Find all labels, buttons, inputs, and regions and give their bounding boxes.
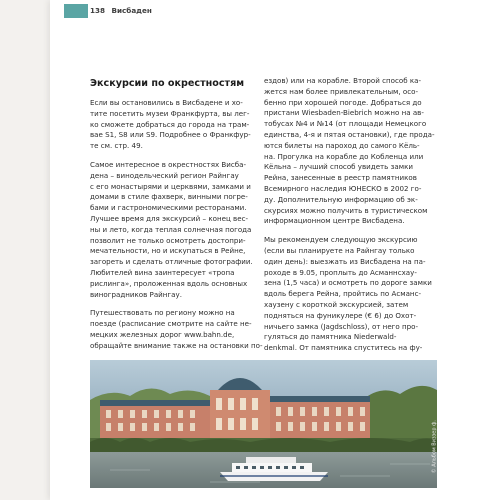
biebrich-palace-photo [90,360,437,488]
palace-center [210,390,270,438]
right-column [264,76,438,362]
tree-line-right [360,386,437,442]
section-name: Висбаден [111,6,152,15]
palace-right-wing [270,400,370,438]
running-header [90,4,152,18]
paragraph-4: ездов) или на корабле. Второй способ ка- жется нам более привлекательным, осо- бенно при хорошей погоде. Добраться до пристани Wiesbaden-Biebrich можно на ав- тобусах №4 и №14 (от площади Немецкого единства, 4-я и пятая остановки), где прода- ются билеты на пароход до самого Кёль- на. Прогулка на корабле до Кобленца или Кёльна – лучший способ увидеть замки Рейна, занесенные в реестр памятников Всемирного наследия ЮНЕСКО в 2002 го- ду. Дополнительную информацию об эк- скурсиях можно получить в туристическом информационном центре Висбадена. [264,76,435,226]
left-column [90,98,263,360]
paragraph-1: Если вы остановились в Висбадене и хо- тите посетить музеи Франкфурта, вы лег- ко сможете добраться до города на трам- вае S1, S8 или S9. Подробнее о Франкфур- те см. стр. 49. [90,98,251,151]
palace-left-roof [100,400,210,406]
paragraph-5: Мы рекомендуем следующую экскурсию (если вы планируете на Райнгау только один день): выезжать из Висбадена на па- роходе в 9.05, проплыть до Асманнсхау- зена (1,5 часа) и осмотреть по дороге замки вдоль берега Рейна, пройтись по Асманс- хаузену с короткой экскурсией, затем подняться на фуникулере (€ 6) до Охот- ничьего замка (Jagdschloss), от него про- гуляться до памятника Niederwald- denkmal. От памятника спуститесь на фу- [264,235,432,353]
header-accent-block [64,4,88,18]
palace-left-wing [100,404,210,438]
photo-credit: © Альбом Виззер ф. [431,420,437,474]
paragraph-2: Самое интересное в окрестностях Висба- дена – винодельческий регион Райнгау с его монастырями и церквями, замками и домами в стиле фахверк, винными погре- бами и гастрономическими ресторанами. Лучшее время для экскурсий – конец вес- ны и лето, когда теплая солнечная погода позволит не только осмотреть достопри- мечательности, но и искупаться в Рейне, загореть и сделать отличные фотографии. Любителей вина заинтересует «тропа рислинга», проложенная вдоль основных виноградников Райнгау. [90,159,253,299]
palace-right-roof [270,396,370,402]
section-title: Экскурсии по окрестностям [90,78,245,89]
page-number: 138 [90,6,106,15]
paragraph-3: Путешествовать по региону можно на поезде (расписание смотрите на сайте не- мецких железных дорог www.bahn.de, обращайте внимание также на остановки по- [90,308,263,350]
palace-illustration [90,360,437,488]
bushes [90,438,437,452]
